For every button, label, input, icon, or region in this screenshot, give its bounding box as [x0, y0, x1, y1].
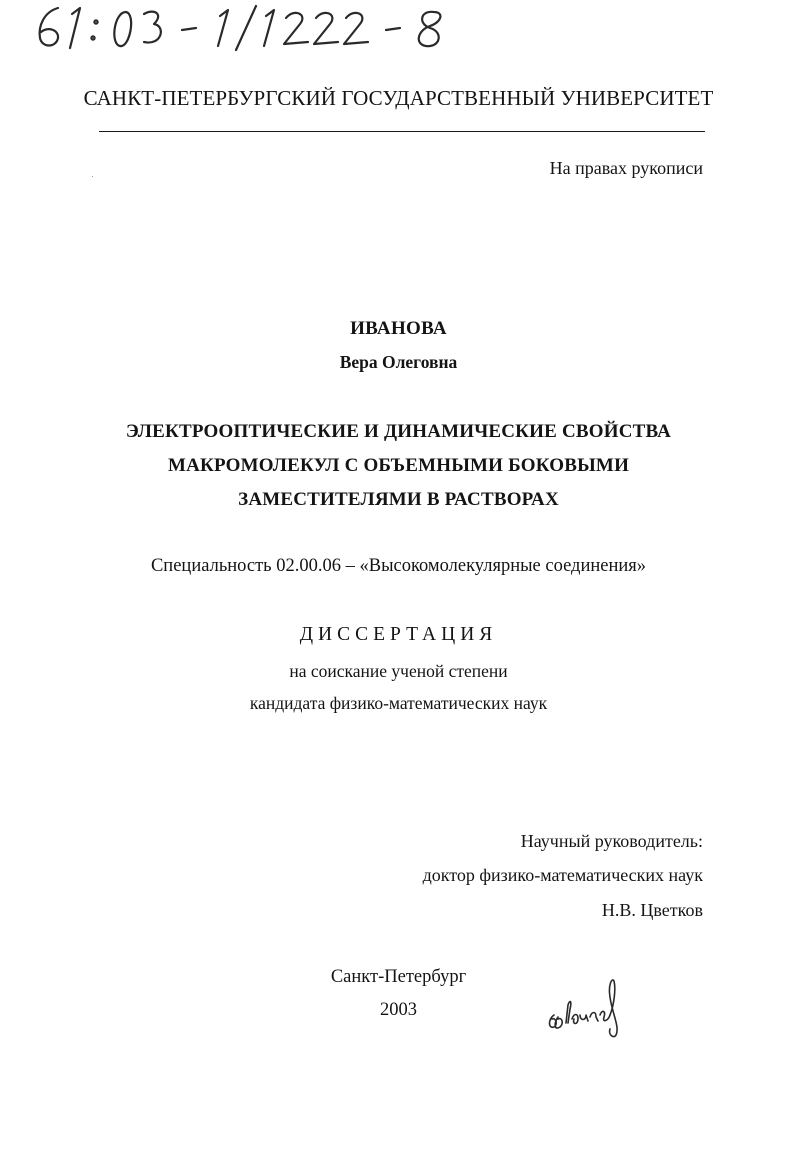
dissertation-title-line: ЭЛЕКТРООПТИЧЕСКИЕ И ДИНАМИЧЕСКИЕ СВОЙСТВА — [125, 421, 672, 442]
dissertation-title-line: ЗАМЕСТИТЕЛЯМИ В РАСТВОРАХ — [238, 489, 559, 510]
university-name: САНКТ-ПЕТЕРБУРГСКИЙ ГОСУДАРСТВЕННЫЙ УНИВЕРСИТЕТ — [83, 86, 714, 110]
document-type: ДИССЕРТАЦИЯ — [299, 624, 498, 645]
degree-line: на соискание ученой степени — [289, 661, 508, 681]
advisor-name: Н.В. Цветков — [601, 900, 703, 920]
scan-speck — [92, 176, 93, 177]
author-given-names: Вера Олеговна — [339, 352, 458, 372]
header-divider — [99, 131, 705, 132]
dissertation-title-line: МАКРОМОЛЕКУЛ С ОБЪЕМНЫМИ БОКОВЫМИ — [167, 455, 630, 476]
specialty-line: Специальность 02.00.06 – «Высокомолекулярные соединения» — [150, 556, 647, 576]
handwritten-signature — [544, 975, 626, 1041]
year: 2003 — [380, 1000, 417, 1020]
author-surname: ИВАНОВА — [350, 318, 447, 339]
city: Санкт-Петербург — [330, 967, 467, 987]
advisor-label: Научный руководитель: — [520, 831, 703, 851]
handwritten-archive-code — [30, 2, 460, 52]
degree-line: кандидата физико-математических наук — [249, 693, 548, 713]
advisor-academic-title: доктор физико-математических наук — [422, 865, 703, 885]
manuscript-rights-note: На правах рукописи — [549, 158, 703, 178]
